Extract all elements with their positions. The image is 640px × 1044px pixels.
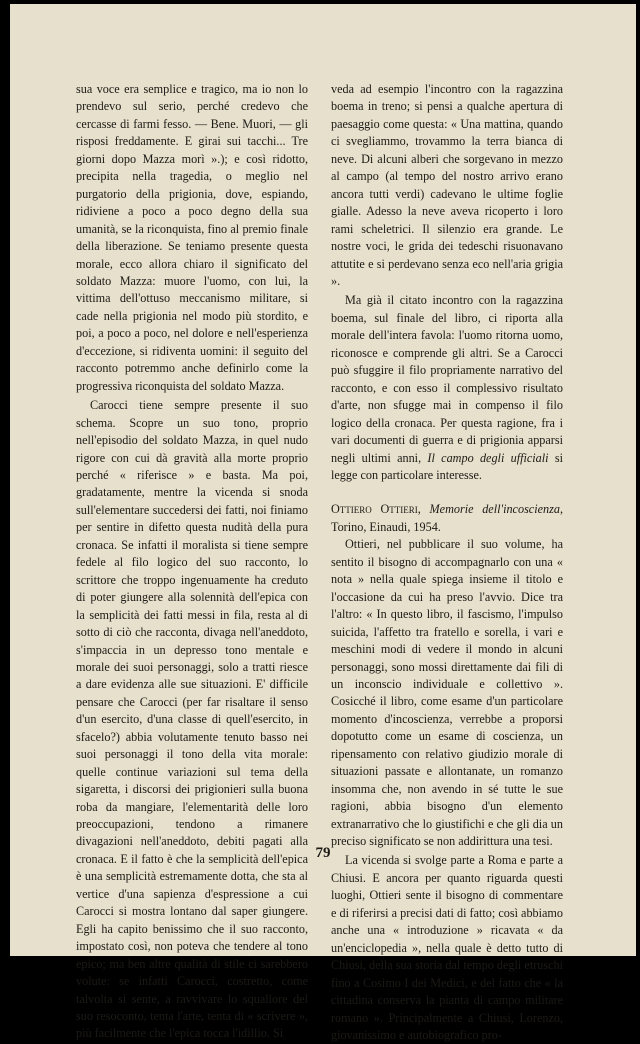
review-heading: Ottiero Ottieri, Memorie dell'incoscienza, Torino, Einaudi, 1954.	[331, 502, 563, 534]
book-page	[10, 4, 636, 1043]
right-paragraph-3: Ottieri, nel pubblicare il suo volume, ha sentito il bisogno di accompagnarlo con una « nota » nella quale spiega insieme il titolo e l'occasione da cui ha preso l'avvio. Dice tra l'altro: « In questo libro, il fascismo, l'impulso suicida, l'affetto tra fratello e sorella, i vari e meschini modi di vedere il mondo in alcuni personaggi, sono mossi direttamente dai fili di un inconscio individuale e collettivo ». Cosicché il libro, come esame d'un particolare momento d'incoscienza, verrebbe a proporsi dopotutto come un esame di coscienza, un ripensamento con relativo giudizio morale di situazioni passate e allontanate, un romanzo insomma che, non avendo in sé tutte le sue ragioni, abbia bisogno d'un elemento extranarrativo che lo giustifichi e che gli dia un preciso significato se non addirittura una tesi.	[331, 537, 563, 849]
left-column	[76, 81, 308, 1043]
left-paragraph-2: Carocci tiene sempre presente il suo schema. Scopre un suo tono, proprio nell'episodio del soldato Mazza, in quel nudo rigore con cui dà gravità alla morte proprio perché « riferisce » e basta. Ma poi, gradatamente, mentre la vicenda si snoda sull'elementare succedersi dei fatti, noi finiamo per sentire in difetto questa nudità della pura cronaca. Se infatti il moralista si tiene sempre fedele al filo logico del suo racconto, lo scrittore che troppo ingenuamente ha creduto di poter giungere alla solennità dell'epica con la semplicità dei fatti messi in fila, resta al di sotto di ciò che racconta, divaga nell'aneddoto, s'impaccia in un depresso tono mentale e morale dei suoi personaggi, solo a tratti riesce a dare evidenza alle sue situazioni. E' difficile pensare che Carocci (per far risaltare il senso d'un esercito, d'una classe di quell'esercito, in sfacelo?) abbia volutamente tenuto basso nei suoi personaggi il tono della vita morale: quelle continue variazioni sul tema della sigaretta, i discorsi dei prigionieri sulla buona roba da mangiare, l'elementarità delle loro preoccupazioni, tendono a rimanere divagazioni nell'aneddoto, debiti pagati alla cronaca. E il fatto è che la semplicità dell'epica è una semplicità estremamente dotta, che sta al vertice d'una sapienza d'espressione a cui Carocci si mostra lontano dal saper giungere. Egli ha capito benissimo che il suo racconto, impostato così, non poteva che tendere al tono epico; ma ben altre qualità di stile ci sarebbero volute: se infatti Carocci, costretto, come talvolta si sente, a ravvivare lo squallore del suo resoconto, tenta l'arte, tenta di « scrivere », più facilmente che l'epica tocca l'idillio. Si	[76, 398, 308, 1041]
paragraph-2-text-a: Ma già il citato incontro con la ragazzina boema, sul finale del libro, ci riporta alla morale dell'intera favola: l'uomo ritorna uomo, riconosce e comprende gli altri. Se a Carocci può sfuggire il filo propriamente narrativo del racconto, e con esso il complessivo risultato d'arte, non sfugge mai in compenso il filo logico della cronaca. Per questa ragione, fra i vari documenti di guerra e di prigionia apparsi negli ultimi anni,	[331, 293, 563, 465]
right-paragraph-1: veda ad esempio l'incontro con la ragazzina boema in treno; si pensi a qualche apertura di paesaggio come questa: « Una mattina, quando ci svegliammo, trovammo la terra bianca di neve. Di alcuni alberi che sorgevano in mezzo al campo (al tempo del nostro arrivo erano ancora tutti verdi) cadevano le ultime foglie gialle. Adesso la neve aveva ricoperto i loro rami scheletrici. Il silenzio era grande. Le nostre voci, le grida dei tedeschi risuonavano attutite e si perdevano senza eco nell'aria grigia ».	[331, 82, 563, 288]
book-title-campo-ufficiali: Il campo degli ufficiali	[427, 450, 549, 465]
right-paragraph-4: La vicenda si svolge parte a Roma e parte a Chiusi. E ancora per quanto riguarda questi luoghi, Ottieri sente il bisogno di commentare e di riferirsi a precisi dati di fatto; così abbiamo anche una « introduzione » ricavata « da un'enciclopedia », nella quale è detto tutto di Chiusi, della sua storia dal tempo degli etruschi fino a Cosimo I dei Medici, e del fatto che « la cittadina conserva la pianta di campo militare romano ». Principalmente a Chiusi, Lorenzo, giovanissimo e autobiografico pro-	[331, 853, 563, 1043]
page-number: 79	[315, 845, 331, 861]
review-publication: Torino, Einaudi, 1954.	[331, 519, 441, 534]
paragraph-2-text-b: si legge con particolare interesse.	[331, 450, 563, 482]
left-paragraph-1: sua voce era semplice e tragico, ma io non lo prendevo sul serio, perché credevo che cercasse di farmi fesso. — Bene. Muori, — gli risposi freddamente. E girai sui tacchi... Tre giorni dopo Mazza morì ».); e così ridotto, precipita nella tragedia, o meglio nel purgatorio della prigionia, dove, espiando, ridiviene a poco a poco degno della sua umanità, se la riconquista, fino al premio finale della liberazione. Se teniamo presente questa morale, ecco allora chiaro il significato del soldato Mazza: muore l'uomo, con lui, la vittima dell'ottuso meccanismo militare, si cade nella prigionia nel modo più stordito, e poi, a poco a poco, nel dolore e nell'esperienza d'eccezione, si ridiventa uomini: il seguito del racconto potremmo anche definirlo come la progressiva riconquista del soldato Mazza.	[76, 82, 308, 393]
review-title: Memorie dell'incoscienza	[429, 502, 560, 517]
review-author: Ottiero Ottieri	[331, 502, 418, 517]
right-column	[331, 81, 563, 1044]
right-paragraph-2	[331, 292, 563, 484]
